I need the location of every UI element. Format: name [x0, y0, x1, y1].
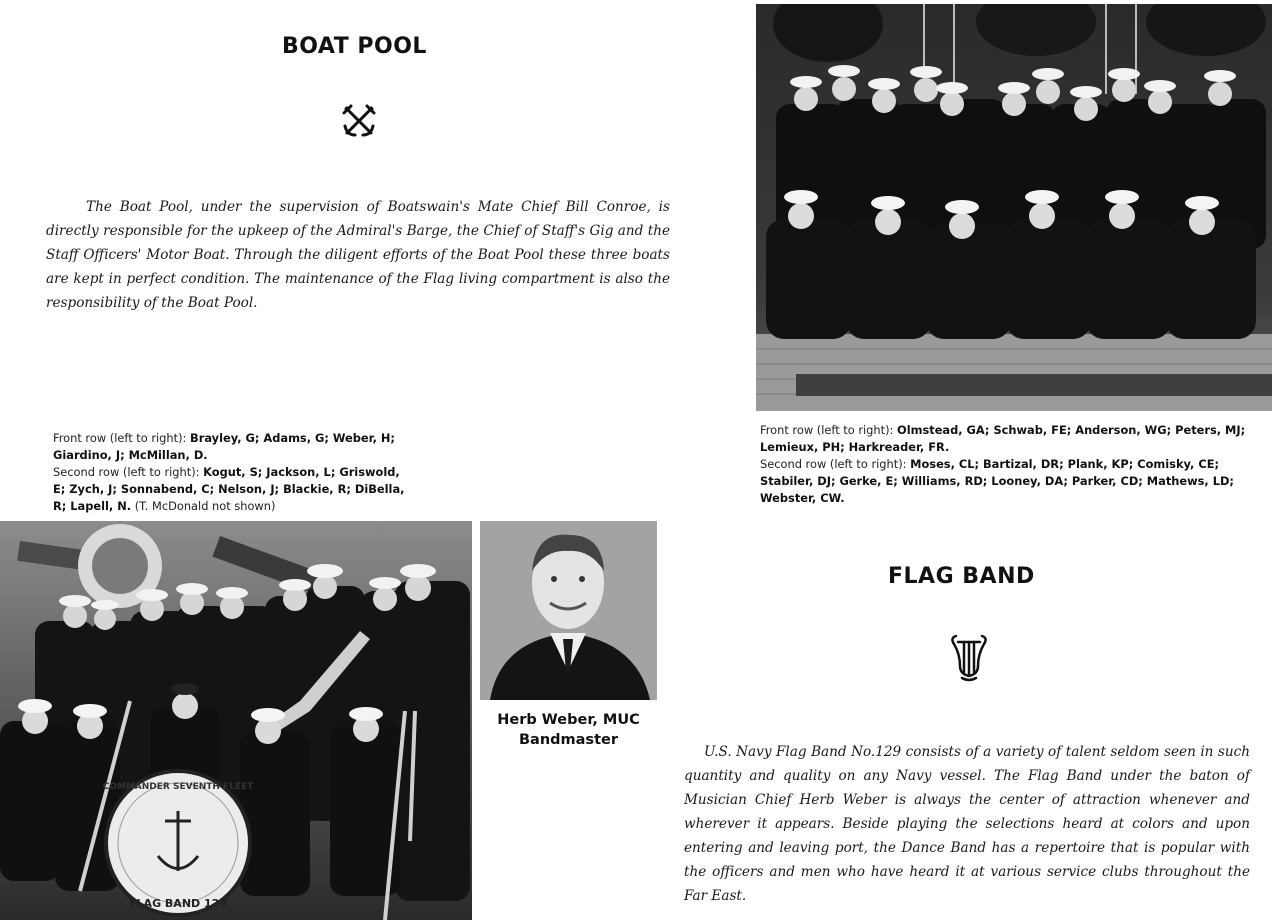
flag-band-front-names: Brayley, G; Adams, G; Weber, H; Giardino, J; McMillan, D. — [53, 431, 395, 462]
flag-band-title: FLAG BAND — [888, 564, 1035, 589]
flag-band-second-names: Kogut, S; Jackson, L; Griswold, E; Zych, J; Sonnabend, C; Nelson, J; Blackie, R; DiBella, R; Lapell, N. — [53, 465, 405, 513]
boat-pool-second-label: Second row (left to right): — [760, 457, 907, 471]
boat-pool-photo — [756, 4, 1272, 411]
portrait-role: Bandmaster — [519, 732, 618, 748]
bandmaster-portrait — [480, 521, 657, 700]
portrait-name: Herb Weber, MUC — [497, 712, 640, 728]
flag-band-front-label: Front row (left to right): — [53, 431, 187, 445]
portrait-caption — [480, 710, 657, 750]
boat-pool-caption — [760, 422, 1274, 507]
boat-pool-second-names: Moses, CL; Bartizal, DR; Plank, KP; Comisky, CE; Stabiler, DJ; Gerke, E; Williams, RD; Looney, DA; Parker, CD; Mathews, LD; Webster, CW. — [760, 457, 1234, 505]
lyre-icon — [948, 630, 990, 682]
boat-pool-paragraph: The Boat Pool, under the supervision of Boatswain's Mate Chief Bill Conroe, is directly responsible for the upkeep of the Admiral's Barge, the Chief of Staff's Gig and the Staff Officers' Motor Boat. Through the diligent efforts of the Boat Pool these three boats are kept in perfect condition. The maintenance of the Flag living compartment is also the responsibility of the Boat Pool. — [46, 199, 670, 311]
flag-band-photo — [0, 521, 472, 920]
flag-band-caption — [53, 430, 415, 515]
crossed-anchors-icon — [342, 104, 376, 138]
boat-pool-front-names: Olmstead, GA; Schwab, FE; Anderson, WG; Peters, MJ; Lemieux, PH; Harkreader, FR. — [760, 423, 1246, 454]
boat-pool-front-label: Front row (left to right): — [760, 423, 894, 437]
boat-pool-title: BOAT POOL — [282, 34, 427, 59]
flag-band-paragraph: U.S. Navy Flag Band No.129 consists of a variety of talent seldom seen in such quantity and quality on any Navy vessel. The Flag Band under the baton of Musician Chief Herb Weber is always the center of attraction whenever and wherever it appears. Beside playing the selections heard at colors and upon entering and leaving port, the Dance Band has a repertoire that is popular with the officers and men who have heard it at various service clubs throughout the Far East. — [684, 744, 1250, 904]
drum-bottom-text: FLAG BAND 129 — [129, 897, 227, 910]
flag-band-second-label: Second row (left to right): — [53, 465, 200, 479]
flag-band-note: (T. McDonald not shown) — [134, 499, 276, 513]
drum-top-text: COMMANDER SEVENTH FLEET — [102, 782, 254, 792]
